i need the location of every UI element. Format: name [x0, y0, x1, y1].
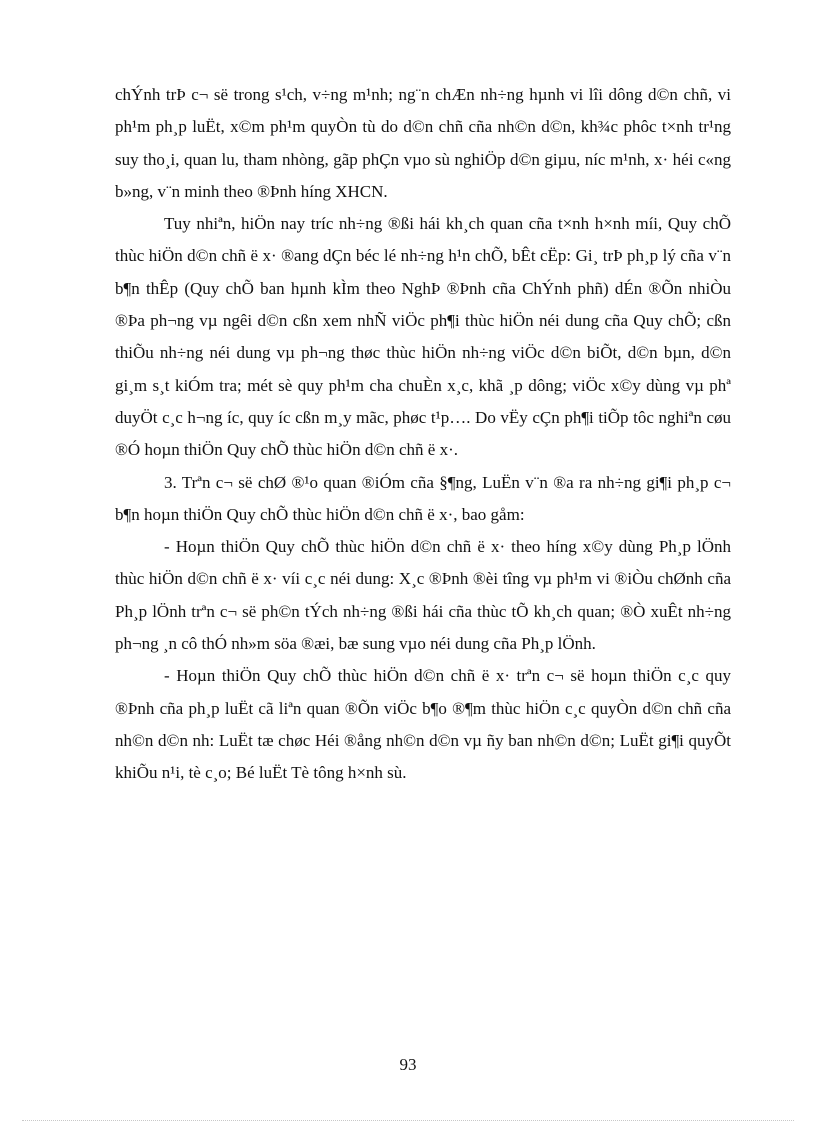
paragraph: chÝnh trÞ c¬ së trong s¹ch, v÷ng m¹nh; ng¨n chÆn nh÷ng hµnh vi lîi dông d©n chñ, vi ph¹m ph¸p luËt, x©m ph¹m quyÒn tù do d©n chñ cña nh©n d©n, kh¾c phôc t×nh tr¹ng suy tho¸i, quan lu, tham nhòng, gãp phÇn vµo sù nghiÖp d©n giµu, níc m¹nh, x· héi c«ng b»ng, v¨n minh theo ®Þnh híng XHCN.	[115, 85, 731, 201]
paragraph-bullet: - Hoµn thiÖn Quy chÕ thùc hiÖn d©n chñ ë x· trªn c¬ së hoµn thiÖn c¸c quy ®Þnh cña ph¸p luËt cã liªn quan ®Õn viÖc b¶o ®¶m thùc hiÖn c¸c quyÒn d©n chñ cña nh©n d©n nh: LuËt tæ chøc Héi ®ång nh©n d©n vµ ñy ban nh©n d©n; LuËt gi¶i quyÕt khiÕu n¹i, tè c¸o; Bé luËt Tè tông h×nh sù.	[115, 666, 731, 783]
paragraph-bullet: - Hoµn thiÖn Quy chÕ thùc hiÖn d©n chñ ë x· theo híng x©y dùng Ph¸p lÖnh thùc hiÖn d©n chñ ë x· víi c¸c néi dung: X¸c ®Þnh ®èi tîng vµ ph¹m vi ®iÒu chØnh cña Ph¸p lÖnh trªn c¬ së ph©n tÝch nh÷ng ®ßi hái cña thùc tÕ kh¸ch quan; ®Ò xuÊt nh÷ng ph¬ng ¸n cô thÓ nh»m söa ®æi, bæ sung vµo néi dung cña Ph¸p lÖnh.	[115, 537, 731, 654]
paragraph-numbered-3: 3. Trªn c¬ së chØ ®¹o quan ®iÓm cña §¶ng, LuËn v¨n ®a ra nh÷ng gi¶i ph¸p c¬ b¶n hoµn thiÖn Quy chÕ thùc hiÖn d©n chñ ë x·, bao gåm:	[115, 472, 731, 524]
page-bottom-divider	[22, 1120, 794, 1121]
page-number: 93	[399, 1055, 417, 1074]
paragraph: Tuy nhiªn, hiÖn nay tríc nh÷ng ®ßi hái kh¸ch quan cña t×nh h×nh míi, Quy chÕ thùc hiÖn d©n chñ ë x· ®ang dÇn béc lé nh÷ng h¹n chÕ, bÊt cËp: Gi¸ trÞ ph¸p lý cña v¨n b¶n thÊp (Quy chÕ ban hµnh kÌm theo NghÞ ®Þnh cña ChÝnh phñ) dÉn ®Õn nhiÒu ®Þa ph¬ng vµ ngêi d©n cßn xem nhÑ viÖc ph¶i thùc hiÖn néi dung cña Quy chÕ; cßn thiÕu nh÷ng néi dung vµ ph¬ng thøc thùc hiÖn nh÷ng viÖc d©n biÕt, d©n bµn, d©n gi¸m s¸t kiÓm tra; mét sè quy ph¹m cha chuÈn x¸c, khã ¸p dông; viÖc x©y dùng vµ phª duyÖt c¸c h¬ng íc, quy íc cßn m¸y mãc, phøc t¹p…. Do vËy cÇn ph¶i tiÕp tôc nghiªn cøu ®Ó hoµn thiÖn Quy chÕ thùc hiÖn d©n chñ ë x·.	[115, 214, 731, 460]
document-body	[115, 79, 731, 790]
